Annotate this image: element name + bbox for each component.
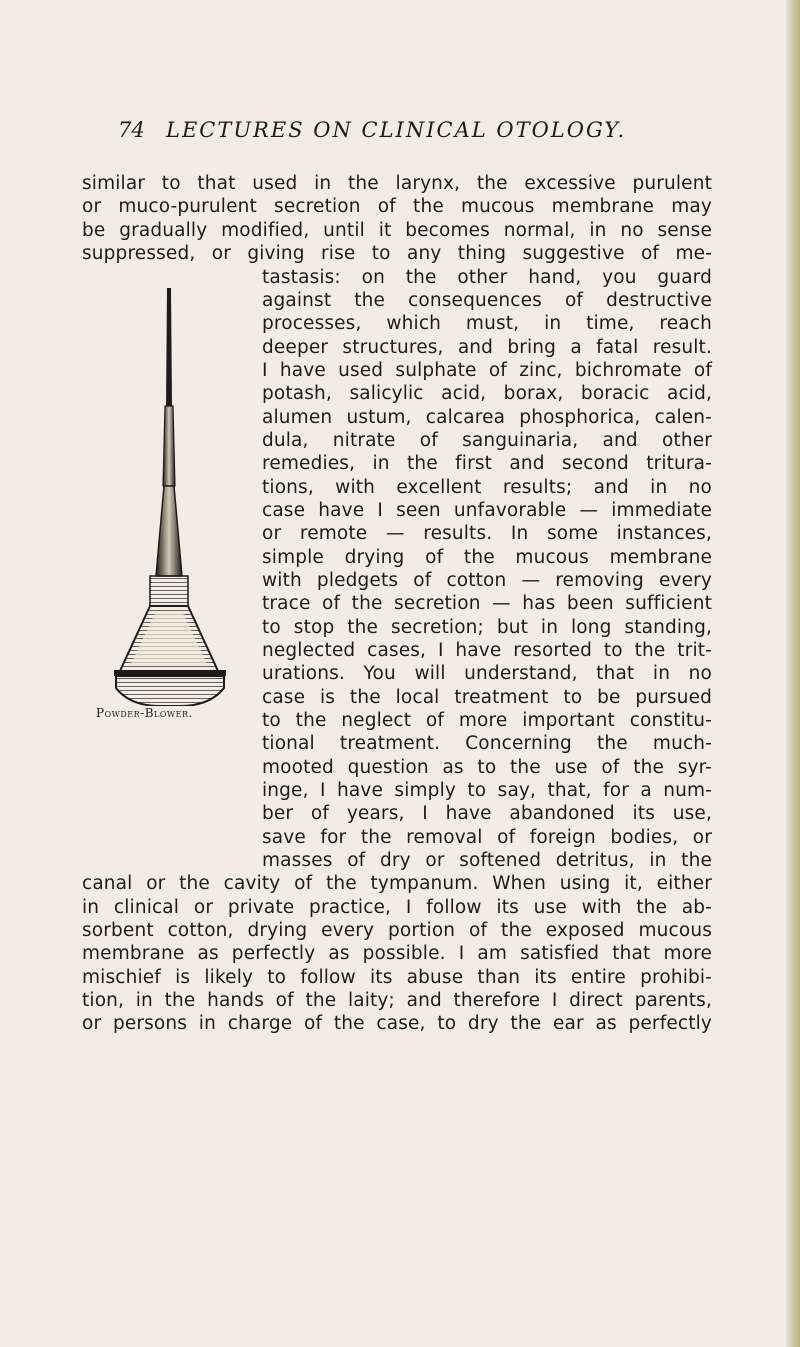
text-line: neglected cases, I have resorted to the trit-	[262, 640, 712, 661]
page-number: 74	[118, 118, 145, 142]
text-line: to the neglect of more important constitu-	[262, 710, 712, 731]
text-line: membrane as perfectly as possible. I am satisfied that more	[82, 943, 712, 964]
text-line: alumen ustum, calcarea phosphorica, calen-	[262, 407, 712, 428]
text-line: with pledgets of cotton — removing every	[262, 570, 712, 591]
running-title: LECTURES ON CLINICAL OTOLOGY.	[166, 118, 627, 142]
powder-blower-figure	[90, 286, 250, 706]
text-line: masses of dry or softened detritus, in the	[262, 850, 712, 871]
text-line: or muco-purulent secretion of the mucous membrane may	[82, 196, 712, 217]
text-line: against the consequences of destructive	[262, 290, 712, 311]
text-line: mischief is likely to follow its abuse than its entire prohibi-	[82, 967, 712, 988]
powder-blower-illustration	[90, 286, 250, 706]
text-line: similar to that used in the larynx, the excessive purulent	[82, 173, 712, 194]
text-line: case is the local treatment to be pursued	[262, 687, 712, 708]
text-line: suppressed, or giving rise to any thing suggestive of me-	[82, 243, 712, 264]
text-line: tions, with excellent results; and in no	[262, 477, 712, 498]
text-line: processes, which must, in time, reach	[262, 313, 712, 334]
text-line: remedies, in the first and second tritura-	[262, 453, 712, 474]
text-line: or persons in charge of the case, to dry the ear as perfectly	[82, 1013, 712, 1034]
text-line: simple drying of the mucous membrane	[262, 547, 712, 568]
text-line: save for the removal of foreign bodies, or	[262, 827, 712, 848]
text-line: I have used sulphate of zinc, bichromate of	[262, 360, 712, 381]
text-line: case have I seen unfavorable — immediate	[262, 500, 712, 521]
text-line: dula, nitrate of sanguinaria, and other	[262, 430, 712, 451]
text-line: in clinical or private practice, I follow its use with the ab-	[82, 897, 712, 918]
text-line: tional treatment. Concerning the much-	[262, 733, 712, 754]
text-line: be gradually modified, until it becomes normal, in no sense	[82, 220, 712, 241]
text-line: tion, in the hands of the laity; and therefore I direct parents,	[82, 990, 712, 1011]
text-line: mooted question as to the use of the syr-	[262, 757, 712, 778]
text-line: potash, salicylic acid, borax, boracic acid,	[262, 383, 712, 404]
text-line: or remote — results. In some instances,	[262, 523, 712, 544]
caption-text: Powder-Blower.	[96, 706, 193, 720]
text-line: tastasis: on the other hand, you guard	[262, 267, 712, 288]
text-line: urations. You will understand, that in no	[262, 663, 712, 684]
text-line: to stop the secretion; but in long standing,	[262, 617, 712, 638]
text-line: deeper structures, and bring a fatal result.	[262, 337, 712, 358]
text-line: inge, I have simply to say, that, for a num-	[262, 780, 712, 801]
page-edge	[786, 0, 800, 1347]
text-line: ber of years, I have abandoned its use,	[262, 803, 712, 824]
text-line: canal or the cavity of the tympanum. When using it, either	[82, 873, 712, 894]
figure-caption	[96, 706, 246, 720]
text-line: trace of the secretion — has been sufficient	[262, 593, 712, 614]
text-line: sorbent cotton, drying every portion of the exposed mucous	[82, 920, 712, 941]
